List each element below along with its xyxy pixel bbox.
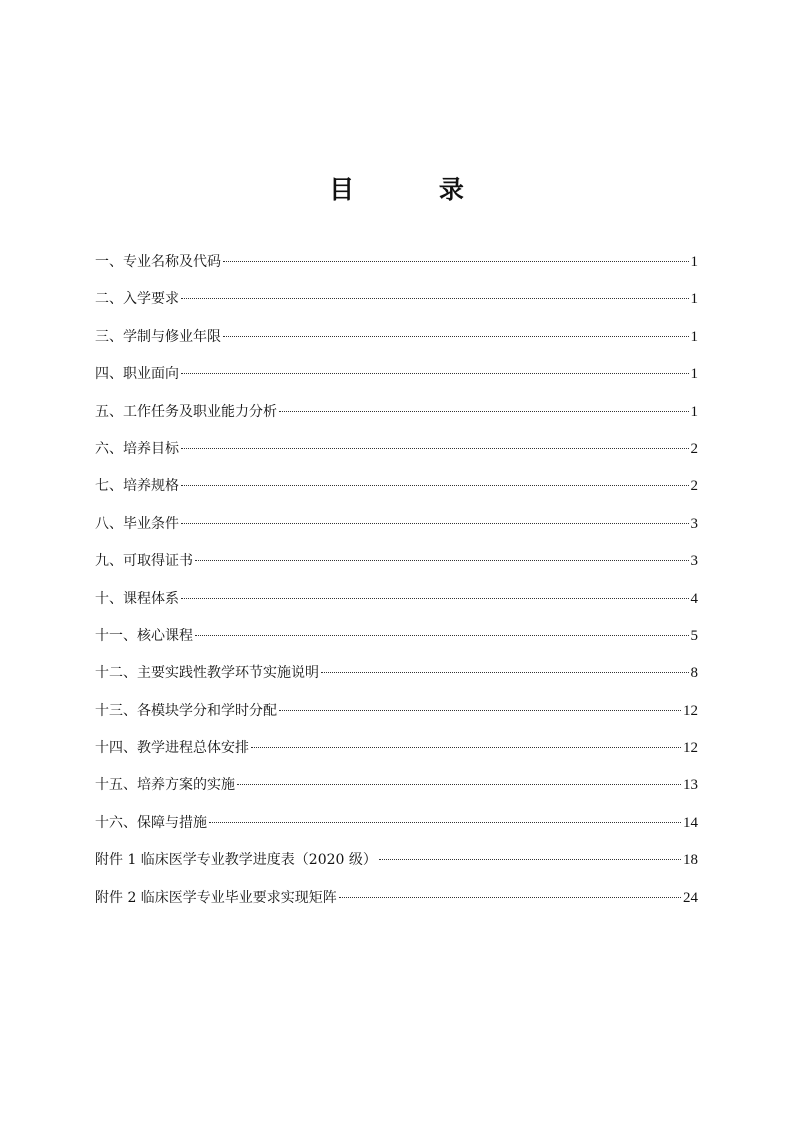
toc-leader-dots [223, 261, 689, 262]
toc-page-number: 1 [690, 403, 698, 420]
toc-page-number: 3 [690, 515, 698, 532]
toc-entry-text: 四、职业面向 [95, 366, 179, 383]
toc-entry-text: 九、可取得证书 [95, 553, 193, 570]
toc-page-number: 1 [690, 366, 698, 383]
toc-entry-text: 十三、各模块学分和学时分配 [95, 702, 277, 719]
toc-entry[interactable] [95, 661, 698, 698]
toc-entry-text: 十五、培养方案的实施 [95, 777, 235, 794]
toc-entry-text: 五、工作任务及职业能力分析 [95, 403, 277, 420]
toc-leader-dots [195, 635, 689, 636]
toc-page-number: 13 [683, 777, 698, 794]
toc-entry[interactable] [95, 549, 698, 586]
toc-leader-dots [237, 784, 681, 785]
toc-page-number: 12 [683, 702, 698, 719]
toc-page-number: 5 [690, 627, 698, 644]
toc-leader-dots [181, 485, 689, 486]
toc-entry-text: 附件 1 临床医学专业教学进度表（2020 级） [95, 852, 377, 869]
toc-entry[interactable] [95, 886, 698, 923]
table-of-contents [95, 250, 698, 923]
toc-entry-text: 十六、保障与措施 [95, 814, 207, 831]
toc-entry[interactable] [95, 512, 698, 549]
toc-entry[interactable] [95, 250, 698, 287]
toc-entry[interactable] [95, 400, 698, 437]
toc-page-number: 8 [690, 665, 698, 682]
toc-page-number: 12 [683, 740, 698, 757]
toc-leader-dots [209, 822, 681, 823]
page-title: 目 录 [329, 175, 502, 204]
toc-page-number: 1 [690, 328, 698, 345]
toc-page-number: 18 [683, 852, 698, 869]
toc-entry-text: 十四、教学进程总体安排 [95, 740, 249, 757]
toc-entry[interactable] [95, 587, 698, 624]
toc-leader-dots [279, 411, 689, 412]
toc-entry[interactable] [95, 811, 698, 848]
toc-entry-text: 七、培养规格 [95, 478, 179, 495]
toc-entry-text: 一、专业名称及代码 [95, 254, 221, 270]
toc-page-number: 3 [690, 553, 698, 570]
toc-leader-dots [181, 598, 689, 599]
toc-entry[interactable] [95, 474, 698, 511]
toc-leader-dots [251, 747, 681, 748]
toc-leader-dots [339, 897, 681, 898]
toc-page-number: 2 [690, 478, 698, 495]
toc-page-number: 1 [690, 254, 698, 270]
toc-entry[interactable] [95, 773, 698, 810]
toc-page-number: 24 [683, 889, 698, 906]
toc-entry-text: 二、入学要求 [95, 291, 179, 308]
toc-entry-text: 三、学制与修业年限 [95, 328, 221, 345]
toc-leader-dots [379, 859, 681, 860]
toc-entry[interactable] [95, 287, 698, 324]
toc-entry-text: 十二、主要实践性教学环节实施说明 [95, 665, 319, 682]
toc-entry-text: 六、培养目标 [95, 440, 179, 457]
toc-leader-dots [181, 373, 689, 374]
toc-entry[interactable] [95, 699, 698, 736]
toc-leader-dots [181, 523, 689, 524]
toc-page-number: 14 [683, 814, 698, 831]
toc-leader-dots [279, 710, 681, 711]
toc-leader-dots [321, 672, 689, 673]
toc-leader-dots [195, 560, 689, 561]
toc-entry-text: 八、毕业条件 [95, 515, 179, 532]
toc-page-number: 4 [690, 590, 698, 607]
toc-page-number: 1 [690, 291, 698, 308]
toc-leader-dots [181, 298, 689, 299]
toc-entry[interactable] [95, 437, 698, 474]
toc-leader-dots [223, 336, 689, 337]
toc-entry[interactable] [95, 624, 698, 661]
toc-page-number: 2 [690, 440, 698, 457]
toc-entry-text: 十、课程体系 [95, 590, 179, 607]
toc-entry[interactable] [95, 736, 698, 773]
toc-entry[interactable] [95, 362, 698, 399]
toc-entry-text: 十一、核心课程 [95, 627, 193, 644]
toc-leader-dots [181, 448, 689, 449]
toc-entry[interactable] [95, 325, 698, 362]
toc-entry[interactable] [95, 848, 698, 885]
toc-entry-text: 附件 2 临床医学专业毕业要求实现矩阵 [95, 889, 337, 906]
